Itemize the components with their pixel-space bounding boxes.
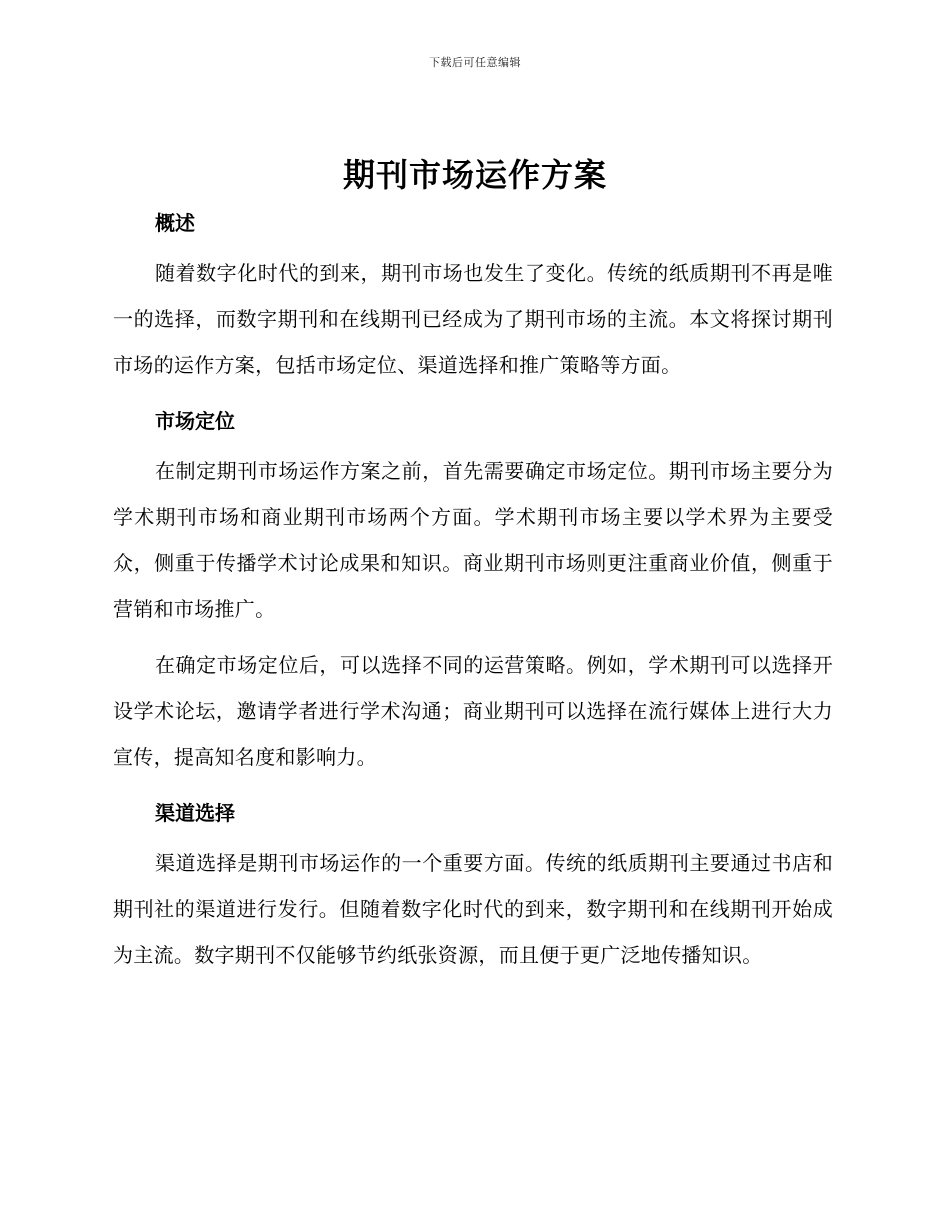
paragraph: 渠道选择是期刊市场运作的一个重要方面。传统的纸质期刊主要通过书店和期刊社的渠道进行发行。但随着数字化时代的到来，数字期刊和在线期刊开始成为主流。数字期刊不仅能够节约纸张资源，而且便于更广泛地传播知识。: [113, 851, 833, 967]
paragraph: 随着数字化时代的到来，期刊市场也发生了变化。传统的纸质期刊不再是唯一的选择，而数字期刊和在线期刊已经成为了期刊市场的主流。本文将探讨期刊市场的运作方案，包括市场定位、渠道选择和推广策略等方面。: [113, 261, 833, 377]
section-heading-overview: 概述: [155, 211, 195, 235]
header-note: 下载后可任意编辑: [429, 56, 521, 69]
section-heading-channel-selection: 渠道选择: [155, 801, 235, 825]
document-body: [113, 200, 833, 978]
section-heading-market-positioning: 市场定位: [155, 409, 235, 433]
paragraph: 在确定市场定位后，可以选择不同的运营策略。例如，学术期刊可以选择开设学术论坛，邀请学者进行学术沟通；商业期刊可以选择在流行媒体上进行大力宣传，提高知名度和影响力。: [113, 653, 833, 769]
paragraph: 在制定期刊市场运作方案之前，首先需要确定市场定位。期刊市场主要分为学术期刊市场和商业期刊市场两个方面。学术期刊市场主要以学术界为主要受众，侧重于传播学术讨论成果和知识。商业期刊市场则更注重商业价值，侧重于营销和市场推广。: [113, 459, 833, 621]
document-title: 期刊市场运作方案: [342, 156, 607, 194]
